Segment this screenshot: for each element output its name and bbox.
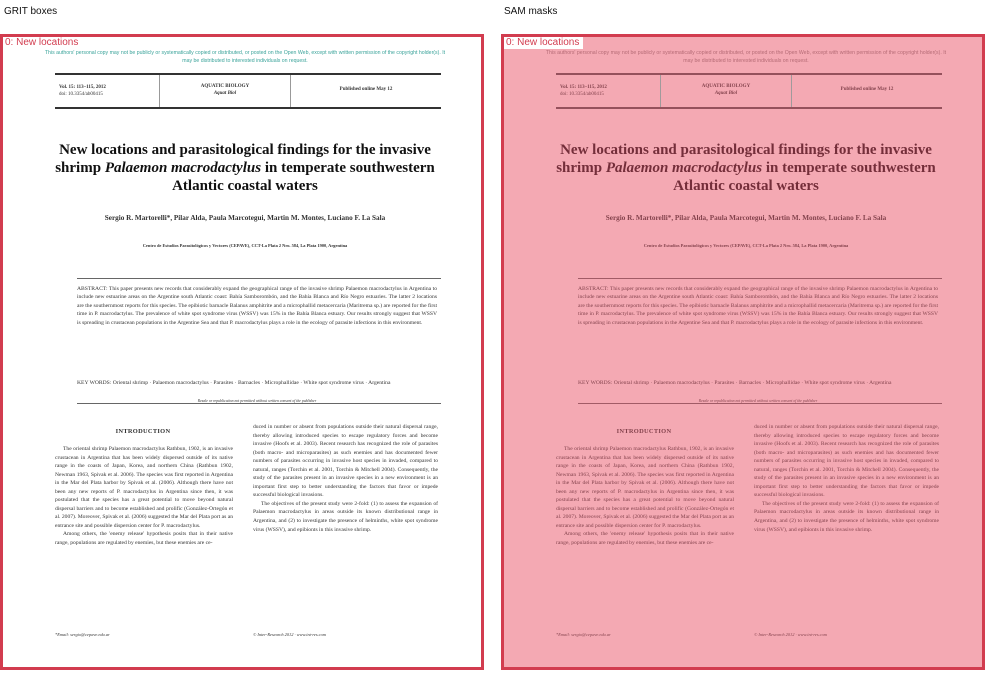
body-column-left [55, 445, 233, 548]
paper-title: New locations and parasitological findings for the invasive shrimp Palaemon macrodactylus in temperate southwestern Atlantic coastal waters [55, 142, 435, 194]
body-column-right [253, 423, 438, 534]
divider [77, 278, 441, 279]
copyright-notice: This authors' personal copy may not be publicly or systematically copied or distributed, or posted on the Open Web, except with written permission of the copyright holder(s). It may be distributed to interested individuals on request. [44, 50, 446, 64]
footnote-copyright: © Inter-Research 2012 · www.int-res.com [754, 632, 827, 637]
doi: doi: 10.3354/ab00415 [560, 92, 604, 97]
reuse-notice: Resale or republication not permitted without written consent of the publisher [698, 399, 818, 403]
divider [578, 403, 942, 404]
journal-name: AQUATIC BIOLOGY [200, 84, 250, 89]
affiliation: Centro de Estudios Parasitológicos y Vectores (CEPAVE), CCT-La Plata 2 Nro. 584, La Plata 1900, Argentina [142, 243, 348, 248]
authors: Sergio R. Martorelli*, Pilar Alda, Paula Marcotegui, Martin M. Montes, Luciano F. La Sala [104, 214, 386, 222]
grit-panel [0, 34, 484, 670]
abstract: ABSTRACT: This paper presents new records that considerably expand the geographical range of the invasive shrimp Palaemon macrodactylus in Argentina to include new estuarine areas on the Argentine south Atlantic coast: Bahía Samborombón, and the Bahía Blanca and Río Negro estuaries. The latter 2 locations are the southernmost reports for this species. The epibiotic barnacle Balanus amphitrite and a microphallid metacercaria (Maritrema sp.) are reported for the first time in P. macrodactylus. The prevalence of white spot syndrome virus (WSSV) was 15% in the Bahía Blanca estuary. Our results strongly suggest that WSSV is spreading in crustacean populations in the Argentine Sea and that P. macrodactylus plays a role in the ecology of parasite infections in this environment. [578, 286, 938, 326]
sam-panel [501, 34, 985, 670]
published-date: Published online May 12 [339, 87, 393, 92]
paragraph: duced in number or absent from populations outside their natural dispersal range, thereby allowing introduced species to escape regulatory forces and become invasive (Hoofs et al. 2003). Recent research has recognized the role of parasites (both macro- and microparasites) as such enemies and has documented fewer numbers of parasites occurring in invasive host species in invaded, compared to natural, ranges (Torchin et al. 2001, Torchin & Mitchell 2004). Consequently, the study of the parasites present in an invasive species in a new environment is an important first step to better understanding the factors that favor or impede successful biological invasions. [253, 424, 438, 499]
journal-name: AQUATIC BIOLOGY [701, 84, 751, 89]
journal-header [556, 73, 942, 109]
journal-abbrev: Aquat Biol [213, 91, 237, 96]
keywords: KEY WORDS: Oriental shrimp · Palaemon macrodactylus · Parasites · Barnacles · Microphallidae · White spot syndrome virus · Argentina [77, 380, 391, 386]
divider [77, 403, 441, 404]
paragraph: The objectives of the present study were 2-fold: (1) to assess the expansion of Palaemon macrodactylus in areas outside its known distributional range in Argentina, and (2) to investigate the presence of helminths, white spot syndrome virus (WSSV), and epibionts in this invasive shrimp. [754, 500, 939, 533]
keywords: KEY WORDS: Oriental shrimp · Palaemon macrodactylus · Parasites · Barnacles · Microphallidae · White spot syndrome virus · Argentina [578, 380, 892, 386]
body-column-left [556, 445, 734, 548]
paragraph: The oriental shrimp Palaemon macrodactylus Rathbun, 1902, is an invasive crustacean in Argentina that has been widely dispersed outside of its native range in the coasts of Japan, Korea, and northern China (Rathbun 1902, Newman 1963, Spivak et al. 2006). The species was first reported in Argentina in the Mar del Plata harbor by Spivak et al. (2006). Although there have not been any new reports of P. macrodactylus in Argentina since then, it was postulated that the species has a great potential to move beyond natural dispersal barriers and to become established and prolific (González-Ortegón et al. 2007). Moreover, Spivak et al. (2006) suggested the Mar del Plata port as an entrance site and possible dispersion center for P. macrodactylus. [556, 446, 734, 529]
box-label: 0: New locations [2, 36, 82, 49]
paragraph: Among others, the 'enemy release' hypothesis posits that in their native range, populations are regulated by enemies, but these enemies are ce- [556, 531, 734, 547]
paragraph: The oriental shrimp Palaemon macrodactylus Rathbun, 1902, is an invasive crustacean in Argentina that has been widely dispersed outside of its native range in the coasts of Japan, Korea, and northern China (Rathbun 1902, Newman 1963, Spivak et al. 2006). The species was first reported in Argentina in the Mar del Plata harbor by Spivak et al. (2006). Although there have not been any new reports of P. macrodactylus in Argentina since then, it was postulated that the species has a great potential to move beyond natural dispersal barriers and to become established and prolific (González-Ortegón et al. 2007). Moreover, Spivak et al. (2006) suggested the Mar del Plata port as an entrance site and possible dispersion center for P. macrodactylus. [55, 446, 233, 529]
abstract: ABSTRACT: This paper presents new records that considerably expand the geographical range of the invasive shrimp Palaemon macrodactylus in Argentina to include new estuarine areas on the Argentine south Atlantic coast: Bahía Samborombón, and the Bahía Blanca and Río Negro estuaries. The latter 2 locations are the southernmost reports for this species. The epibiotic barnacle Balanus amphitrite and a microphallid metacercaria (Maritrema sp.) are reported for the first time in P. macrodactylus. The prevalence of white spot syndrome virus (WSSV) was 15% in the Bahía Blanca estuary. Our results strongly suggest that WSSV is spreading in crustacean populations in the Argentine Sea and that P. macrodactylus plays a role in the ecology of parasite infections in this environment. [77, 286, 437, 326]
footnote-email: *Email: sergio@cepave.edu.ar [55, 632, 110, 637]
section-heading: INTRODUCTION [115, 428, 171, 435]
footnote-copyright: © Inter-Research 2012 · www.int-res.com [253, 632, 326, 637]
affiliation: Centro de Estudios Parasitológicos y Vectores (CEPAVE), CCT-La Plata 2 Nro. 584, La Plata 1900, Argentina [643, 243, 849, 248]
divider [578, 278, 942, 279]
sam-panel-title: SAM masks [504, 6, 558, 17]
paragraph: The objectives of the present study were 2-fold: (1) to assess the expansion of Palaemon macrodactylus in areas outside its known distributional range in Argentina, and (2) to investigate the presence of helminths, white spot syndrome virus (WSSV), and epibionts in this invasive shrimp. [253, 500, 438, 533]
box-label: 0: New locations [503, 36, 583, 49]
grit-panel-title: GRIT boxes [4, 6, 58, 17]
paper-page [3, 37, 484, 670]
journal-abbrev: Aquat Biol [714, 91, 738, 96]
paragraph: duced in number or absent from populations outside their natural dispersal range, thereby allowing introduced species to escape regulatory forces and become invasive (Hoofs et al. 2003). Recent research has recognized the role of parasites (both macro- and microparasites) as such enemies and has documented fewer numbers of parasites occurring in invasive host species in invaded, compared to natural, ranges (Torchin et al. 2001, Torchin & Mitchell 2004). Consequently, the study of the parasites present in an invasive species in a new environment is an important first step to better understanding the factors that favor or impede successful biological invasions. [754, 424, 939, 499]
volume: Vol. 15: 113–115, 2012 [560, 85, 607, 90]
reuse-notice: Resale or republication not permitted without written consent of the publisher [197, 399, 317, 403]
footnote-email: *Email: sergio@cepave.edu.ar [556, 632, 611, 637]
paper-page [504, 37, 985, 670]
section-heading: INTRODUCTION [616, 428, 672, 435]
doi: doi: 10.3354/ab00415 [59, 92, 103, 97]
paper-title: New locations and parasitological findings for the invasive shrimp Palaemon macrodactylus in temperate southwestern Atlantic coastal waters [556, 142, 936, 194]
journal-header [55, 73, 441, 109]
paragraph: Among others, the 'enemy release' hypothesis posits that in their native range, populations are regulated by enemies, but these enemies are ce- [55, 531, 233, 547]
volume: Vol. 15: 113–115, 2012 [59, 85, 106, 90]
published-date: Published online May 12 [840, 87, 894, 92]
body-column-right [754, 423, 939, 534]
copyright-notice: This authors' personal copy may not be publicly or systematically copied or distributed, or posted on the Open Web, except with written permission of the copyright holder(s). It may be distributed to interested individuals on request. [545, 50, 947, 64]
authors: Sergio R. Martorelli*, Pilar Alda, Paula Marcotegui, Martin M. Montes, Luciano F. La Sala [605, 214, 887, 222]
